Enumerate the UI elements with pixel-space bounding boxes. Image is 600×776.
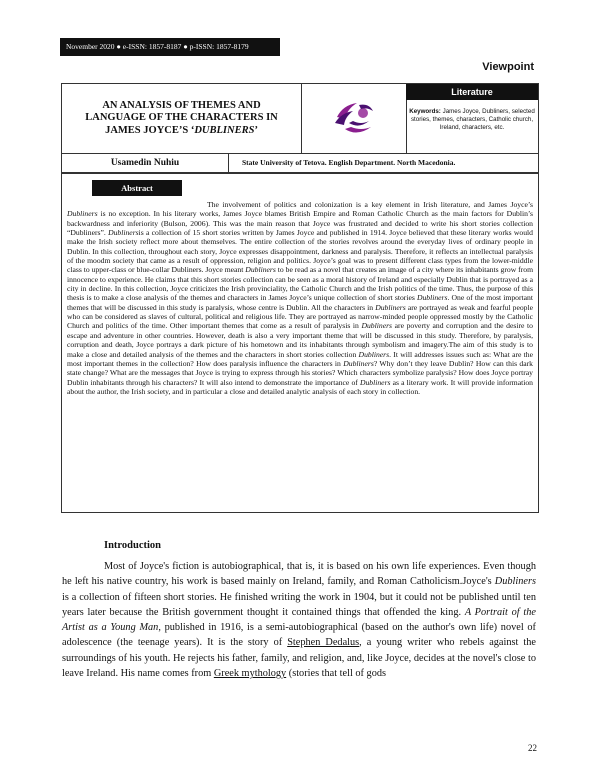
abstract-segment: . One of the most important themes that will be discussed in this study is paralysis, whose centre is Dublin. All the characters in	[67, 293, 533, 312]
intro-link[interactable]: Greek mythology	[213, 668, 287, 680]
keywords: Keywords: James Joyce, Dubliners, selected stories, themes, characters, Catholic church, Ireland, characters, etc.	[409, 108, 535, 131]
abstract-box	[61, 173, 539, 513]
intro-segment: (stories that tell of gods	[286, 668, 386, 680]
intro-segment: is a collection of fifteen short stories. He finished writing the work in 1904, but it could not be published until ten years later because the British government thought it contained things that offended the king.	[62, 591, 536, 618]
category-label: Literature	[406, 84, 538, 100]
intro-italic: Dubliners	[494, 576, 536, 588]
intro-segment: Most of Joyce's fiction is autobiographical, that is, it is based on his own life experiences. Even though he left his native country, his work is based mainly on Ireland, family, and Roman Catholicism.Joyce's	[62, 561, 536, 588]
abstract-segment: ? Why don’t they leave Dublin? How can this dark state change? What are the messages that Joyce is trying to express through his stories? Which characters symbolize paralysis? How does Joyce portray Dublin inhabitants through his characters? It will also intend to demonstrate the importance of	[67, 358, 534, 387]
abstract-segment: Dubliners	[361, 321, 393, 331]
article-header	[61, 83, 539, 154]
abstract-segment: Dubliners	[375, 302, 406, 312]
abstract-segment: is a collection of 15 short stories written by James Joyce and published in 1914. Joyce believed that these literary works would make the Irish society reflect more about themselves. The entire collection of the stories revolves around the everyday lives of ordinary people in Dublin. In this collection, throughout each story, Joyce expresses disappointment, darkness and paralysis. Therefore, it reflects an intellectual paralysis of the moodm society that came as a result of oppression, religion and politics. Joyce’s goal was to present different class types from the lower-middle class to upper-class or blue-collar Dubliners. Joyce meant	[67, 228, 533, 275]
abstract-label: Abstract	[92, 180, 182, 196]
abstract-segment: Dubliners	[359, 377, 391, 387]
logo-cell	[302, 84, 407, 153]
abstract-segment: to be read as a novel that creates an image of a city where its inhabitants grow from innocence to experience. He claims that this short stories collection can be seen as a moral history of Ireland and especially Dublin that is portrayed as a city in decline. In this collection, Joyce criticizes the Irish provinciality, the Catholic Church and the Irish politics of the time. Thus, the purpose of this thesis is to make a close analysis of the themes and characters in James Joyce’s unique collection of short stories	[67, 265, 534, 303]
abstract-segment: The involvement of politics and colonization is a key element in Irish literature, and James Joyce’s	[207, 200, 533, 209]
journal-logo-icon	[331, 97, 377, 141]
intro-segment: , a young writer who rebels against the surroundings of his youth. He rejects his father, family, and religion, and, like Joyce, decides at the novel's close to leave Ireland. His name comes from	[62, 637, 536, 680]
page-number: 22	[528, 743, 537, 753]
abstract-segment: Dubliners	[358, 349, 390, 359]
abstract-segment: are poverty and corruption and the desire to escape and adventure in other countries. However, death is also a very important theme that will be discussed in this study. Therefore, by paralysis, corruption and death, Joyce portrays a dark picture of his hometown and its inhabitants through symbolism and imagery.The aim of this study is to make a close and detailed analysis of the themes and the characters in short stories collection	[67, 321, 533, 359]
intro-link[interactable]: Stephen Dedalus	[287, 637, 360, 649]
abstract-segment: are portrayed as weak and fearful people who can be considered as slaves of cultural, political and religious life. They are portrayed as narrow-minded people oppressed mostly by the Catholic Church and politics of the time. Other important themes that come as a result of paralysis in	[67, 302, 533, 331]
abstract-segment: Dubliners	[67, 209, 98, 219]
section-label: Viewpoint	[482, 61, 534, 73]
article-title: AN ANALYSIS OF THEMES AND LANGUAGE OF THE CHARACTERS IN JAMES JOYCE’S ‘DUBLINERS’	[62, 84, 302, 153]
abstract-segment: as a literary work. It will provide information about the author, the Irish society, and in particular a close and detailed analytic analysis of each story in collection.	[67, 377, 533, 396]
author-row	[61, 153, 539, 173]
author-affiliation: State University of Tetova. English Department. North Macedonia.	[242, 158, 456, 167]
abstract-segment: Dubliners	[416, 293, 448, 303]
journal-info-bar	[60, 38, 280, 56]
abstract-segment: Dubliners	[245, 265, 276, 275]
intro-italic: A Portrait of the Artist as a Young Man	[62, 606, 536, 634]
abstract-text	[67, 200, 533, 396]
abstract-segment: is no exception. In his literary works, James Joyce blames British Empire and Roman Catholic Church as the main factors for Dublin’s backwardness and inferiority (Bulson, 2006). This was the main reason that Joyce was frustrated and decided to write his short stories collection “Dubliners”.	[67, 209, 533, 238]
intro-segment: , published in 1916, is a semi-autobiographical (based on the author's own life) novel of adolescence (the teenage years). It is the story of	[62, 622, 536, 649]
journal-info-text: November 2020 ● e-ISSN: 1857-8187 ● p-ISSN: 1857-8179	[66, 42, 249, 51]
introduction-text	[62, 559, 536, 681]
introduction-heading: Introduction	[104, 540, 161, 551]
abstract-segment: Dubliners	[108, 228, 139, 238]
abstract-segment: . It will addresses issues such as: What are the most important themes in the collection? How does paralysis influence the characters in	[67, 349, 533, 368]
abstract-segment: Dubliners	[343, 358, 374, 368]
author-name: Usamedin Nuhiu	[62, 154, 229, 172]
